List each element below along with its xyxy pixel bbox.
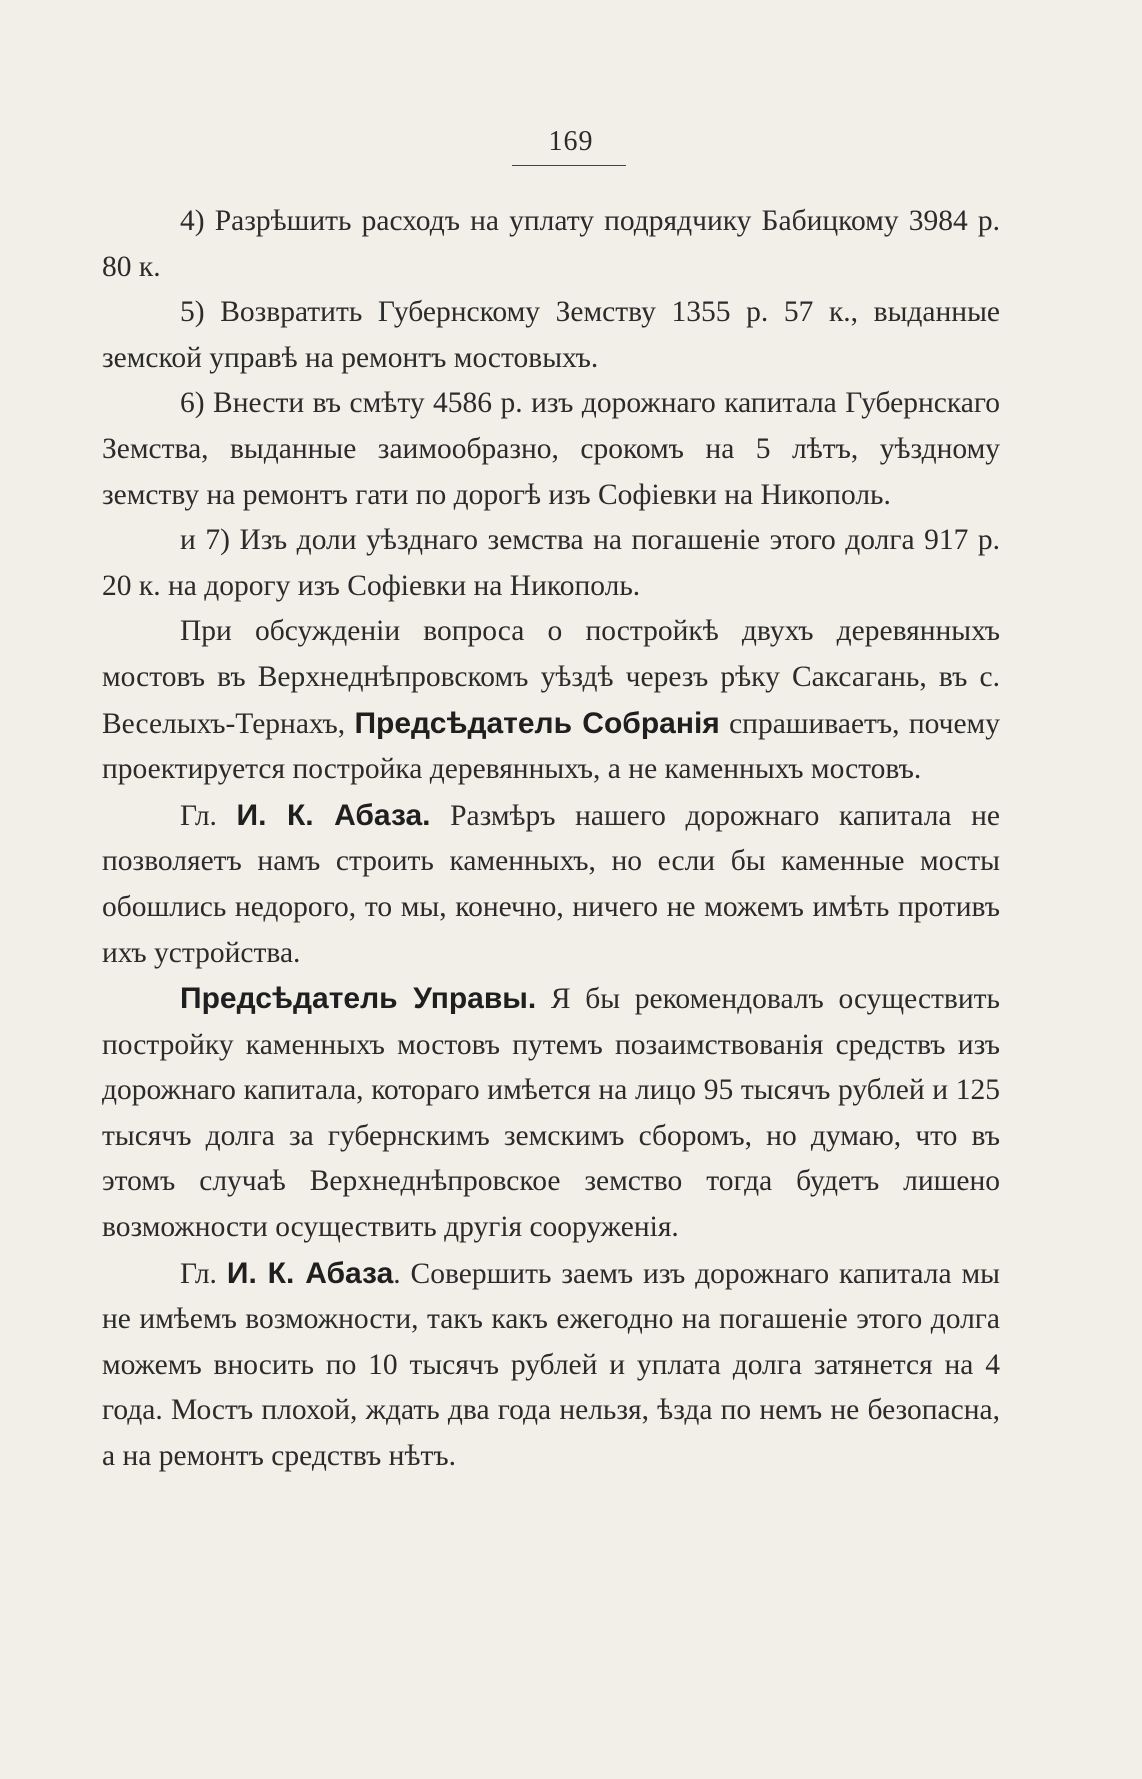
speaker-name: Предсѣдатель Управы. — [180, 982, 537, 1016]
paragraph-text: спрашиваетъ, почему проектируется постройка деревянныхъ, а не каменныхъ мостовъ. — [102, 707, 1000, 786]
paragraph-item-7: и 7) Изъ доли уѣзднаго земства на погашеніе этого долга 917 р. 20 к. на дорогу изъ Софіевки на Никополь. — [102, 524, 1000, 602]
paragraph-text: При обсужденіи вопроса о постройкѣ двухъ деревянныхъ мостовъ въ Верхнеднѣпровскомъ уѣздѣ черезъ рѣку Саксагань, въ с. Веселыхъ-Тернахъ, — [102, 615, 1000, 740]
paragraph-abaza-reply — [102, 793, 1000, 976]
paragraph-text: Я бы рекомендовалъ осуществить постройку каменныхъ мостовъ путемъ позаимствованія средствъ изъ дорожнаго капитала, котораго имѣется на лицо 95 тысячъ рублей и 125 тысячъ долга за губернскимъ земскимъ сборомъ, но думаю, что въ этомъ случаѣ Верхнеднѣпровское земство тогда будетъ лишено возможности осуществить другія сооруженія. — [102, 983, 1000, 1244]
paragraph-text: . Совершить заемъ изъ дорожнаго капитала мы не имѣемъ возможности, такъ какъ ежегодно на погашеніе этого долга можемъ вносить по 10 тысячъ рублей и уплата долга затянется на 4 года. Мостъ плохой, ждать два года нельзя, ѣзда по немъ не безопасна, а на ремонтъ средствъ нѣтъ. — [102, 1257, 1000, 1473]
speaker-prefix: Гл. — [180, 799, 237, 832]
paragraph-abaza-reply-2 — [102, 1251, 1000, 1480]
speaker-name: И. К. Абаза — [226, 1256, 394, 1290]
page-number-rule — [512, 165, 626, 166]
page-number: 169 — [548, 126, 594, 157]
paragraph-item-4: 4) Разрѣшить расходъ на уплату подрядчику Бабицкому 3984 р. 80 к. — [102, 205, 1000, 283]
paragraph-text: Размѣръ нашего дорожнаго капитала не позволяетъ намъ строить каменныхъ, но если бы каменные мосты обошлись недорого, то мы, конечно, ничего не можемъ имѣть противъ ихъ устройства. — [102, 799, 1000, 969]
speaker-name: Предсѣдатель Собранія — [354, 706, 720, 740]
paragraph-item-6: 6) Внести въ смѣту 4586 р. изъ дорожнаго капитала Губернскаго Земства, выданные заимообразно, срокомъ на 5 лѣтъ, уѣздному земству на ремонтъ гати по дорогѣ изъ Софіевки на Никополь. — [102, 387, 1000, 511]
body-text — [102, 199, 1000, 1480]
speaker-prefix: Гл. — [180, 1257, 227, 1290]
speaker-name: И. К. Абаза. — [236, 798, 431, 832]
paragraph-item-5: 5) Возвратить Губернскому Земству 1355 р. 57 к., выданные земской управѣ на ремонтъ мостовыхъ. — [102, 296, 1000, 374]
paragraph-uprava-reply — [102, 976, 1000, 1251]
paragraph-chairman-question — [102, 609, 1000, 792]
